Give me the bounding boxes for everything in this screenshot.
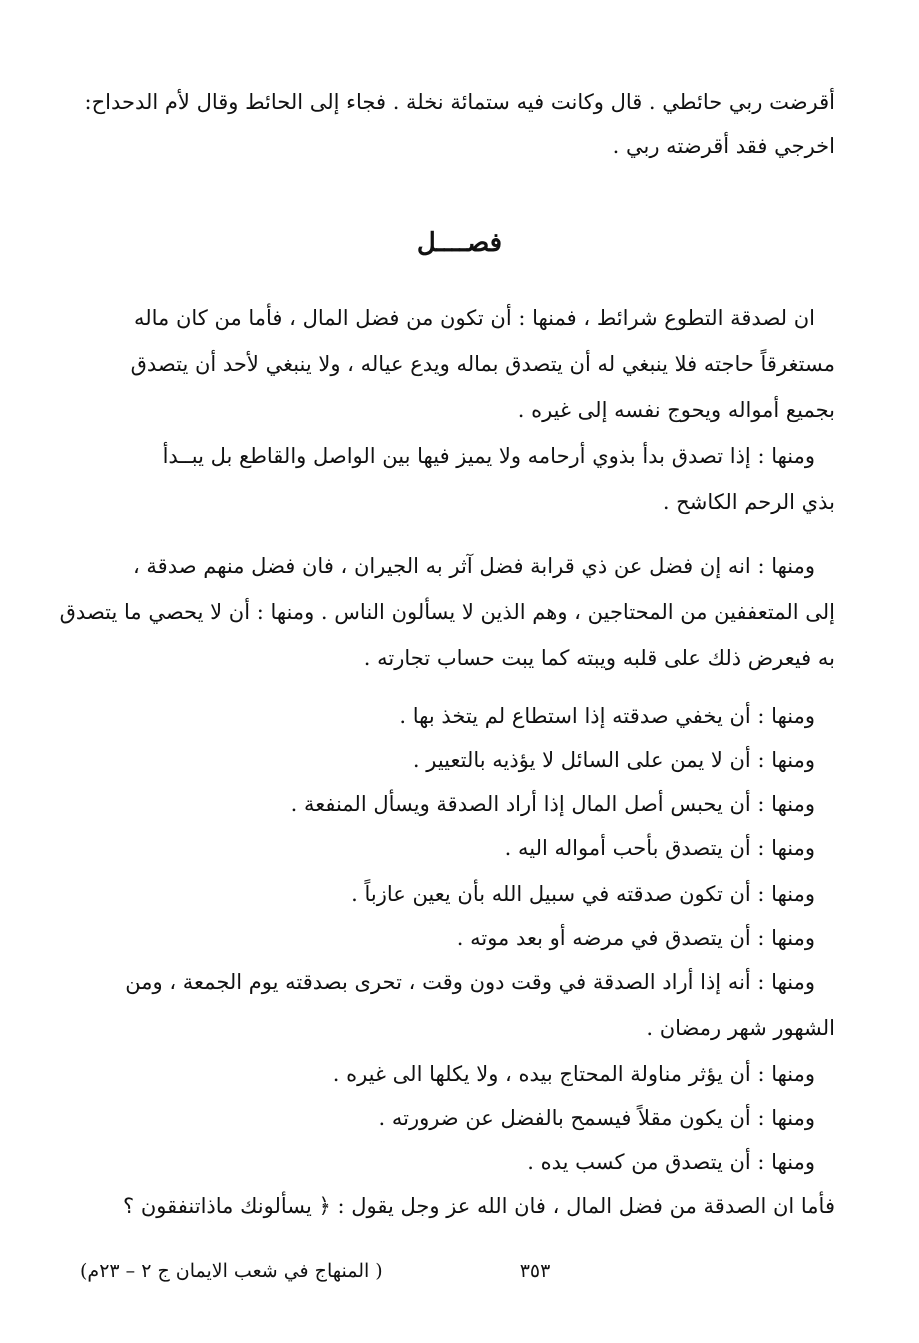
para3-line-3: به فيعرض ذلك على قلبه ويبته كما يبت حساب تجارته . (363, 646, 835, 670)
section-heading: فصــــل (416, 228, 503, 258)
para2-line-1: ومنها : إذا تصدق بدأ بذوي أرحامه ولا يميز فيها بين الواصل والقاطع بل يبــدأ (162, 444, 815, 468)
para3-line-1: ومنها : انه إن فضل عن ذي قرابة فضل آثر به الجيران ، فان فضل منهم صدقة ، (132, 554, 815, 578)
para4-line-2: الشهور شهر رمضان . (646, 1016, 835, 1040)
para2-line-2: بذي الرحم الكاشح . (662, 490, 835, 514)
list-item: ومنها : أن يكون مقلاً فيسمح بالفضل عن ضرورته . (378, 1106, 815, 1130)
list-item: ومنها : أن يتصدق في مرضه أو بعد موته . (456, 926, 815, 950)
list-item: ومنها : أن يتصدق بأحب أمواله اليه . (504, 836, 815, 860)
para3-line-2: إلى المتعففين من المحتاجين ، وهم الذين لا يسألون الناس . ومنها : أن لا يحصي ما يتصدق (59, 600, 835, 624)
para4-line-1: ومنها : أنه إذا أراد الصدقة في وقت دون وقت ، تحرى بصدقته يوم الجمعة ، ومن (125, 970, 815, 994)
page-number: ٣٥٣ (519, 1260, 551, 1282)
list-item: ومنها : أن يحبس أصل المال إذا أراد الصدقة ويسأل المنفعة . (290, 792, 815, 816)
list-item: ومنها : أن تكون صدقته في سبيل الله بأن يعين عازباً . (351, 882, 815, 906)
source-citation: ( المنهاج في شعب الايمان ج ٢ – ٢٣م) (80, 1260, 383, 1282)
para1-line-2: مستغرقاً حاجته فلا ينبغي له أن يتصدق بماله ويدع عياله ، ولا ينبغي لأحد أن يتصدق (130, 352, 835, 376)
list-item: ومنها : أن لا يمن على السائل لا يؤذيه بالتعيير . (412, 748, 815, 772)
para1-line-1: ان لصدقة التطوع شرائط ، فمنها : أن تكون من فضل المال ، فأما من كان ماله (133, 306, 815, 330)
intro-line-2: اخرجي فقد أقرضته ربي . (612, 134, 835, 158)
closing-line: فأما ان الصدقة من فضل المال ، فان الله عز وجل يقول : ﴿ يسألونك ماذاتنفقون ؟ (123, 1194, 835, 1218)
list-item: ومنها : أن يتصدق من كسب يده . (527, 1150, 815, 1174)
list-item: ومنها : أن يخفي صدقته إذا استطاع لم يتخذ بها . (399, 704, 815, 728)
intro-line-1: أقرضت ربي حائطي . قال وكانت فيه ستمائة نخلة . فجاء إلى الحائط وقال لأم الدحداح: (84, 90, 835, 114)
list-item: ومنها : أن يؤثر مناولة المحتاج بيده ، ولا يكلها الى غيره . (332, 1062, 815, 1086)
para1-line-3: بجميع أمواله ويحوج نفسه إلى غيره . (517, 398, 835, 422)
